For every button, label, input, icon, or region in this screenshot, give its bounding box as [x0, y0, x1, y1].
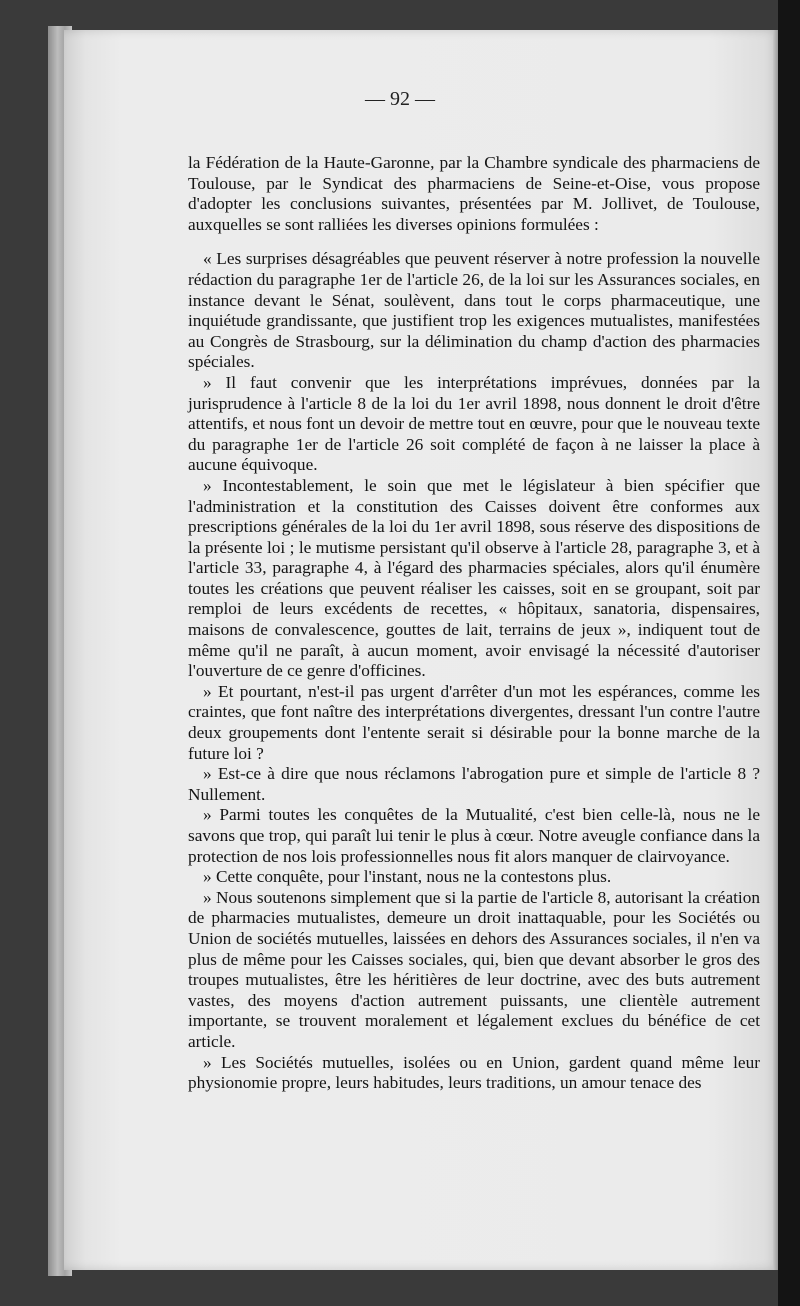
paragraph: » Incontestablement, le soin que met le législateur à bien spécifier que l'administration et la constitution des Caisses doivent être conformes aux prescriptions générales de la loi du 1er avril 1898, sous réserve des dispositions de la présente loi ; le mutisme persistant qu'il observe à l'article 28, paragraphe 3, et à l'article 33, paragraphe 4, à l'égard des pharmacies spéciales, alors qu'il énumère toutes les créations que peuvent réaliser les caisses, soit en se groupant, soit par remploi de leurs excédents de recettes, « hôpitaux, sanatoria, dispensaires, maisons de convalescence, gouttes de lait, terrains de jeux », indiquent tout de même qu'il ne paraît, à aucun moment, avoir envisagé la nécessité d'autoriser l'ouverture de ce genre d'officines. [188, 475, 760, 681]
paragraph: la Fédération de la Haute-Garonne, par la Chambre syndicale des pharmaciens de Toulouse, par le Syndicat des pharmaciens de Seine-et-Oise, vous propose d'adopter les conclusions suivantes, présentées par M. Jollivet, de Toulouse, auxquelles se sont ralliées les diverses opinions formulées : [188, 153, 760, 234]
paragraph: » Cette conquête, pour l'instant, nous ne la contestons plus. [203, 867, 612, 887]
paragraph: « Les surprises désagréables que peuvent réserver à notre profession la nouvelle rédaction du paragraphe 1er de l'article 26, de la loi sur les Assurances sociales, en instance devant le Sénat, soulèvent, dans tout le corps pharmaceutique, une inquiétude grandissante, que justifient trop les exigences mutualistes, manifestées au Congrès de Strasbourg, sur la délimination du champ d'action des pharmacies spéciales. [188, 249, 760, 372]
scan-background-edge [778, 0, 800, 1306]
paragraph: » Et pourtant, n'est-il pas urgent d'arrêter d'un mot les espérances, comme les craintes, que font naître des interprétations divergentes, dressant l'un contre l'autre deux groupements dont l'entente serait si désirable pour la bonne marche de la future loi ? [188, 681, 760, 763]
paragraph: » Est-ce à dire que nous réclamons l'abrogation pure et simple de l'article 8 ? Nullement. [188, 764, 760, 804]
paragraph: » Les Sociétés mutuelles, isolées ou en Union, gardent quand même leur physionomie propre, leurs habitudes, leurs traditions, un amour tenace des [188, 1052, 760, 1093]
paragraph: » Parmi toutes les conquêtes de la Mutualité, c'est bien celle-là, nous ne le savons que trop, qui paraît lui tenir le plus à cœur. Notre aveugle confiance dans la protection de nos lois professionnelles nous fit alors manquer de clairvoyance. [188, 805, 760, 866]
paragraph: » Il faut convenir que les interprétations imprévues, données par la jurisprudence à l'article 8 de la loi du 1er avril 1898, nous donnent le droit d'être attentifs, et nous font un devoir de mettre tout en œuvre, pour que le nouveau texte du paragraphe 1er de l'article 26 soit complété de façon à ne laisser la place à aucune équivoque. [188, 372, 760, 475]
body-text [188, 153, 760, 1094]
paragraph: » Nous soutenons simplement que si la partie de l'article 8, autorisant la création de pharmacies mutualistes, demeure un droit inattaquable, pour les Sociétés ou Union de sociétés mutuelles, laissées en dehors des Assurances sociales, il n'en va plus de même pour les Caisses sociales, qui, bien que devant absorber le gros des troupes mutualistes, être les héritières de leur doctrine, avec des buts autrement vastes, des moyens d'action autrement puissants, une clientèle autrement importante, se trouvent moralement et légalement exclues du bénéfice de cet article. [188, 887, 760, 1051]
page-number: — 92 — [365, 88, 435, 110]
